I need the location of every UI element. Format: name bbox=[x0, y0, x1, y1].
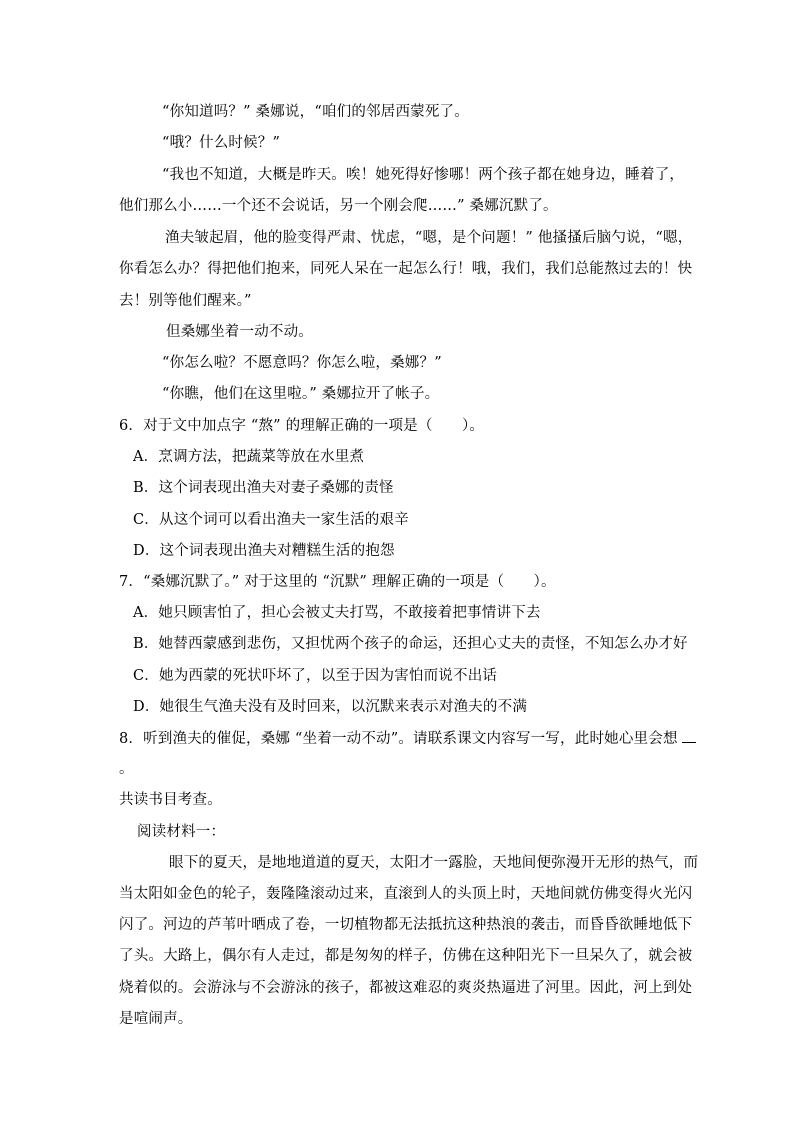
story-paragraph-3-line-2: 他们那么小……一个还不会说话，另一个刚会爬……” 桑娜沉默了。 bbox=[119, 198, 558, 214]
material-label: 阅读材料一： bbox=[137, 824, 226, 840]
story-paragraph-7: “你瞧，他们在这里啦。” 桑娜拉开了帐子。 bbox=[162, 386, 440, 402]
question-8-stem bbox=[119, 728, 696, 749]
question-7-option-c: C．她为西蒙的死状吓坏了，以至于因为害怕而说不出话 bbox=[133, 668, 498, 684]
story-paragraph-2: “哦？什么时候？” bbox=[162, 135, 281, 151]
story-paragraph-5: 但桑娜坐着一动不动。 bbox=[166, 324, 313, 340]
story-paragraph-4-line-3: 去！别等他们醒来。” bbox=[119, 293, 252, 309]
question-7-stem: 7．“桑娜沉默了。” 对于这里的 “沉默” 理解正确的一项是（ ）。 bbox=[119, 574, 556, 590]
story-paragraph-1: “你知道吗？” 桑娜说，“咱们的邻居西蒙死了。 bbox=[162, 104, 469, 120]
question-7-option-d: D．她很生气渔夫没有及时回来，以沉默来表示对渔夫的不满 bbox=[133, 699, 528, 715]
story-paragraph-4-line-2: 你看怎么办？得把他们抱来，同死人呆在一起怎么行！哦，我们，我们总能熬过去的！快 bbox=[119, 261, 693, 277]
question-8-text: 8．听到渔夫的催促，桑娜 “坐着一动不动”。请联系课文内容写一写，此时她心里会想 bbox=[119, 731, 678, 747]
question-7-option-a: A．她只顾害怕了，担心会被丈夫打骂，不敢接着把事情讲下去 bbox=[133, 605, 541, 621]
question-6-option-a: A．烹调方法，把蔬菜等放在水里煮 bbox=[133, 449, 365, 465]
question-6-option-c: C．从这个词可以看出渔夫一家生活的艰辛 bbox=[133, 512, 409, 528]
section-title: 共读书目考查。 bbox=[119, 792, 222, 808]
material-line-5: 烧着似的。会游泳与不会游泳的孩子，都被这难忍的爽炎热逼进了河里。因此，河上到处 bbox=[119, 980, 693, 996]
material-line-1: 眼下的夏天，是地地道道的夏天，太阳才一露脸，天地间便弥漫开无形的热气，而 bbox=[169, 855, 699, 871]
material-line-3: 闪了。河边的芦苇叶晒成了卷，一切植物都无法抵抗这种热浪的袭击，而昏昏欲睡地低下 bbox=[119, 917, 693, 933]
material-line-4: 了头。大路上，偶尔有人走过，都是匆匆的样子，仿佛在这种阳光下一旦呆久了，就会被 bbox=[119, 948, 693, 964]
question-6-option-d: D．这个词表现出渔夫对糟糕生活的抱怨 bbox=[133, 543, 395, 559]
question-6-stem: 6．对于文中加点字 “熬” 的理解正确的一项是（ ）。 bbox=[119, 418, 485, 434]
material-line-2: 当太阳如金色的轮子，轰隆隆滚动过来，直滚到人的头顶上时，天地间就仿佛变得火光闪 bbox=[119, 886, 693, 902]
story-paragraph-6: “你怎么啦？不愿意吗？你怎么啦，桑娜？” bbox=[162, 355, 442, 371]
question-8-end: 。 bbox=[119, 761, 134, 777]
material-line-6: 是喧闹声。 bbox=[119, 1011, 193, 1027]
question-7-option-b: B．她替西蒙感到悲伤，又担忧两个孩子的命运，还担心丈夫的责怪，不知怎么办才好 bbox=[133, 636, 688, 652]
answer-blank[interactable] bbox=[682, 728, 696, 743]
story-paragraph-3-line-1: “我也不知道，大概是昨天。唉！她死得好惨哪！两个孩子都在她身边，睡着了， bbox=[162, 167, 685, 183]
question-6-option-b: B．这个词表现出渔夫对妻子桑娜的责怪 bbox=[133, 480, 394, 496]
story-paragraph-4-line-1: 渔夫皱起眉，他的脸变得严肃、忧虑，“嗯，是个问题！” 他搔搔后脑勺说，“嗯， bbox=[165, 230, 693, 246]
